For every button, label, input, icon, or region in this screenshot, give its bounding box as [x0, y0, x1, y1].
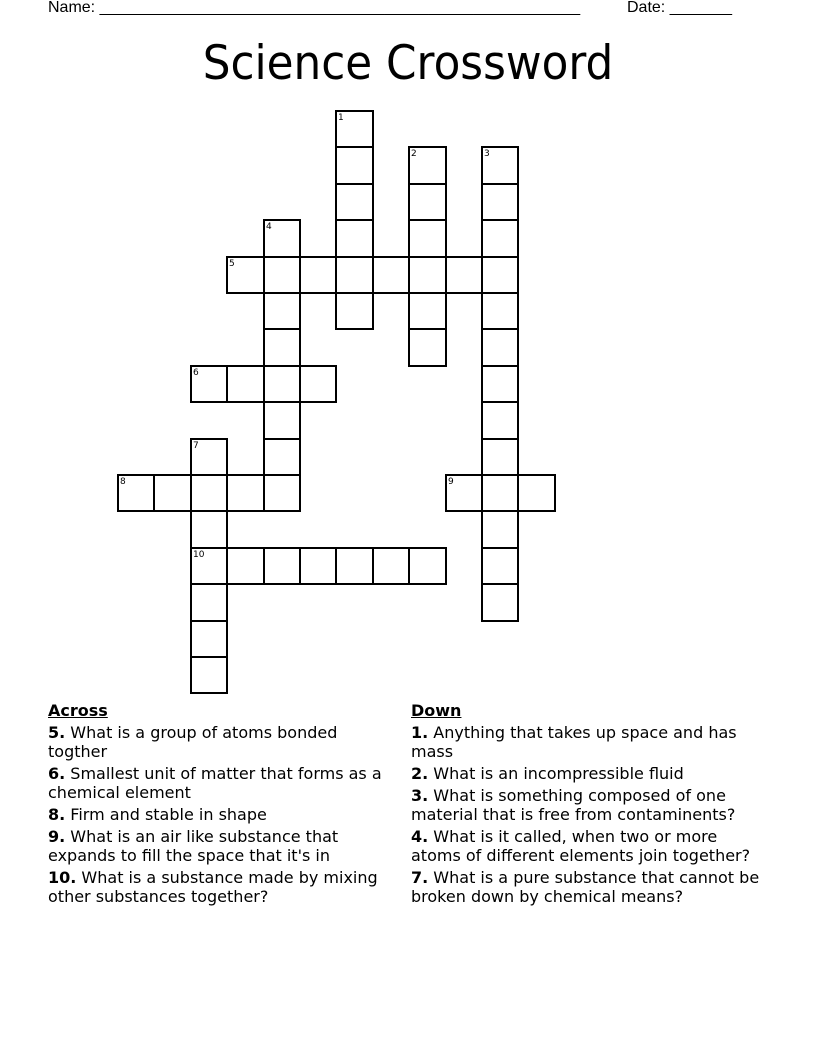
grid-cell[interactable]: [335, 256, 374, 294]
grid-cell[interactable]: [445, 474, 483, 512]
cell-number: 2: [411, 149, 417, 159]
grid-cell[interactable]: [481, 401, 519, 440]
grid-cell[interactable]: [226, 474, 265, 512]
clue-across-8: [48, 805, 398, 824]
across-clues: [48, 701, 398, 909]
clue-across-9: [48, 827, 398, 865]
clue-number: 5.: [48, 723, 66, 742]
clue-text: What is a group of atoms bonded togther: [48, 723, 338, 761]
grid-cell[interactable]: [481, 146, 519, 185]
grid-cell[interactable]: [408, 219, 447, 258]
clue-text: What is a substance made by mixing other substances together?: [48, 868, 378, 906]
grid-cell[interactable]: [408, 547, 447, 585]
grid-cell[interactable]: [335, 110, 374, 148]
grid-cell[interactable]: [263, 547, 301, 585]
grid-cell[interactable]: [263, 256, 301, 294]
cell-number: 7: [193, 441, 199, 451]
grid-cell[interactable]: [226, 547, 265, 585]
cell-number: 9: [448, 477, 454, 487]
grid-cell[interactable]: [263, 219, 301, 258]
grid-cell[interactable]: [481, 256, 519, 294]
grid-cell[interactable]: [481, 510, 519, 549]
grid-cell[interactable]: [335, 183, 374, 221]
across-heading: Across: [48, 701, 108, 720]
grid-cell[interactable]: [299, 365, 337, 403]
clue-down-1: [411, 723, 771, 761]
clue-number: 1.: [411, 723, 429, 742]
cell-number: 1: [338, 113, 344, 123]
cell-number: 3: [484, 149, 490, 159]
name-label: Name:: [48, 0, 100, 16]
grid-cell[interactable]: [481, 292, 519, 330]
clue-down-7: [411, 868, 771, 906]
grid-cell[interactable]: [190, 656, 228, 694]
down-clues: [411, 701, 771, 909]
grid-cell[interactable]: [190, 583, 228, 622]
clue-across-5: [48, 723, 398, 761]
grid-cell[interactable]: [190, 620, 228, 658]
grid-cell[interactable]: [299, 547, 337, 585]
grid-cell[interactable]: [481, 328, 519, 367]
clue-number: 8.: [48, 805, 66, 824]
page-title: Science Crossword: [202, 36, 614, 91]
cell-number: 10: [193, 550, 205, 560]
grid-cell[interactable]: [226, 365, 265, 403]
grid-cell[interactable]: [153, 474, 192, 512]
grid-cell[interactable]: [481, 219, 519, 258]
clue-number: 3.: [411, 786, 429, 805]
grid-cell[interactable]: [263, 474, 301, 512]
clue-text: What is something composed of one material that is free from contaminents?: [411, 786, 736, 824]
grid-cell[interactable]: [190, 438, 228, 476]
clue-number: 7.: [411, 868, 429, 887]
clue-across-10: [48, 868, 398, 906]
clue-text: Firm and stable in shape: [65, 805, 267, 824]
grid-cell[interactable]: [481, 183, 519, 221]
grid-cell[interactable]: [372, 547, 410, 585]
grid-cell[interactable]: [190, 510, 228, 549]
name-blank[interactable]: ______________________________________________________: [99, 0, 581, 16]
clue-down-2: [411, 764, 771, 783]
grid-cell[interactable]: [299, 256, 337, 294]
grid-cell[interactable]: [190, 365, 228, 403]
grid-cell[interactable]: [408, 256, 447, 294]
grid-cell[interactable]: [263, 292, 301, 330]
grid-cell[interactable]: [117, 474, 155, 512]
down-heading: Down: [411, 701, 462, 720]
grid-cell[interactable]: [408, 146, 447, 185]
clue-number: 9.: [48, 827, 66, 846]
cell-number: 4: [266, 222, 272, 232]
grid-cell[interactable]: [335, 219, 374, 258]
grid-cell[interactable]: [372, 256, 410, 294]
grid-cell[interactable]: [481, 547, 519, 585]
clue-text: What is an air like substance that expands to fill the space that it's in: [48, 827, 339, 865]
grid-cell[interactable]: [263, 401, 301, 440]
grid-cell[interactable]: [263, 438, 301, 476]
clue-text: What is a pure substance that cannot be broken down by chemical means?: [411, 868, 760, 906]
grid-cell[interactable]: [481, 438, 519, 476]
clue-text: Smallest unit of matter that forms as a chemical element: [48, 764, 382, 802]
clue-number: 10.: [48, 868, 77, 887]
grid-cell[interactable]: [226, 256, 265, 294]
clue-number: 2.: [411, 764, 429, 783]
clue-number: 4.: [411, 827, 429, 846]
date-label: Date:: [627, 0, 670, 16]
cell-number: 5: [229, 259, 235, 269]
grid-cell[interactable]: [481, 474, 519, 512]
grid-cell[interactable]: [481, 365, 519, 403]
grid-cell[interactable]: [517, 474, 556, 512]
grid-cell[interactable]: [263, 328, 301, 367]
clue-down-4: [411, 827, 771, 865]
clue-text: What is it called, when two or more atoms of different elements join together?: [411, 827, 751, 865]
grid-cell[interactable]: [190, 474, 228, 512]
clue-text: What is an incompressible fluid: [428, 764, 684, 783]
cell-number: 6: [193, 368, 199, 378]
grid-cell[interactable]: [408, 183, 447, 221]
grid-cell[interactable]: [481, 583, 519, 622]
cell-number: 8: [120, 477, 126, 487]
grid-cell[interactable]: [263, 365, 301, 403]
grid-cell[interactable]: [190, 547, 228, 585]
clue-number: 6.: [48, 764, 66, 783]
grid-cell[interactable]: [335, 547, 374, 585]
grid-cell[interactable]: [335, 292, 374, 330]
grid-cell[interactable]: [445, 256, 483, 294]
clue-down-3: [411, 786, 771, 824]
clue-across-6: [48, 764, 398, 802]
grid-cell[interactable]: [408, 292, 447, 330]
clue-text: Anything that takes up space and has mass: [411, 723, 737, 761]
grid-cell[interactable]: [335, 146, 374, 185]
grid-cell[interactable]: [408, 328, 447, 367]
date-blank[interactable]: _______: [669, 0, 732, 16]
